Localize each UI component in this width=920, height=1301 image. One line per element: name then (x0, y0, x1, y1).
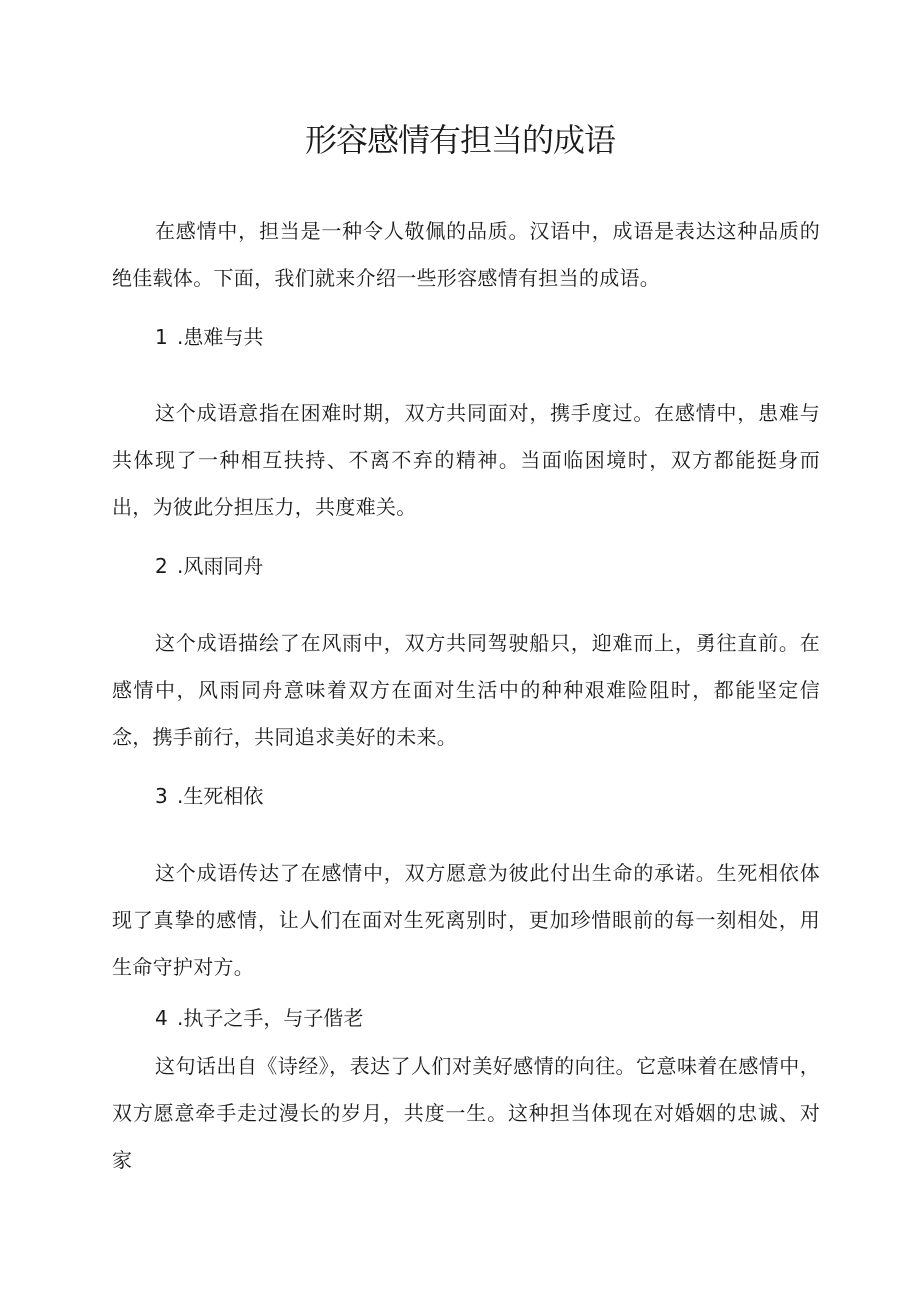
section-heading-2 (155, 551, 263, 581)
intro-paragraph: 在感情中，担当是一种令人敬佩的品质。汉语中，成语是表达这种品质的绝佳载体。下面，我们就来介绍一些形容感情有担当的成语。 (112, 219, 820, 290)
section-body-2: 这个成语描绘了在风雨中，双方共同驾驶船只，迎难而上，勇往直前。在感情中，风雨同舟意味着双方在面对生活中的种种艰难险阻时，都能坚定信念，携手前行，共同追求美好的未来。 (112, 631, 820, 749)
section-title: .执子之手，与子偕老 (177, 1006, 364, 1030)
document-title: 形容感情有担当的成语 (304, 121, 615, 159)
section-number: 1 (155, 325, 168, 349)
section-heading-1 (155, 322, 263, 352)
section-body-4: 这句话出自《诗经》，表达了人们对美好感情的向往。它意味着在感情中，双方愿意牵手走过漫长的岁月，共度一生。这种担当体现在对婚姻的忠诚、对家 (112, 1054, 820, 1172)
section-number: 4 (155, 1006, 168, 1030)
section-heading-4 (155, 1003, 363, 1033)
section-number: 2 (155, 554, 168, 578)
section-number: 3 (155, 784, 168, 808)
section-heading-3 (155, 781, 263, 811)
section-title: .患难与共 (177, 325, 264, 349)
section-body-1: 这个成语意指在困难时期，双方共同面对，携手度过。在感情中，患难与共体现了一种相互扶持、不离不弃的精神。当面临困境时，双方都能挺身而出，为彼此分担压力，共度难关。 (112, 401, 820, 519)
section-body-3: 这个成语传达了在感情中，双方愿意为彼此付出生命的承诺。生死相依体现了真挚的感情，让人们在面对生死离别时，更加珍惜眼前的每一刻相处，用生命守护对方。 (112, 861, 820, 979)
section-title: .生死相依 (177, 784, 264, 808)
section-title: .风雨同舟 (177, 554, 264, 578)
